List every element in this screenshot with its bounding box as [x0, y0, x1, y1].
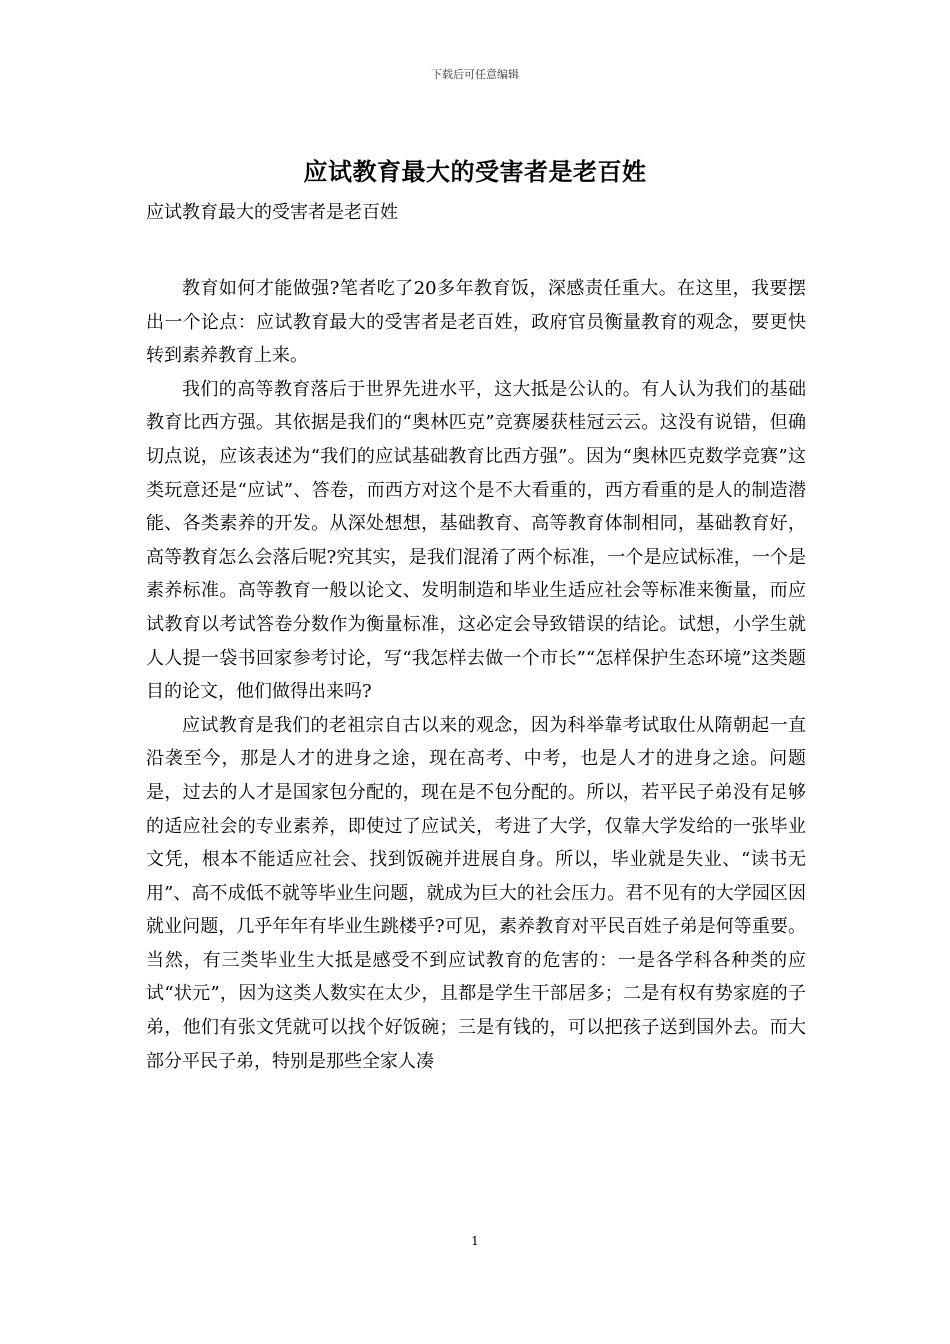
page-number: 1	[471, 1234, 479, 1248]
paragraph-3: 应试教育是我们的老祖宗自古以来的观念，因为科举靠考试取仕从隋朝起一直沿袭至今，那是人才的进身之途，现在高考、中考，也是人才的进身之途。问题是，过去的人才是国家包分配的，现在是不包分配的。所以，若平民子弟没有足够的适应社会的专业素养，即使过了应试关，考进了大学，仅靠大学发给的一张毕业文凭，根本不能适应社会、找到饭碗并进展自身。所以，毕业就是失业、“读书无用”、高不成低不就等毕业生问题，就成为巨大的社会压力。君不见有的大学园区因就业问题，几乎年年有毕业生跳楼乎?可见，素养教育对平民百姓子弟是何等重要。当然，有三类毕业生大抵是感受不到应试教育的危害的：一是各学科各种类的应试“状元”，因为这类人数实在太少，且都是学生干部居多；二是有权有势家庭的子弟，他们有张文凭就可以找个好饭碗；三是有钱的，可以把孩子送到国外去。而大部分平民子弟，特别是那些全家人凑	[146, 714, 806, 1072]
document-body	[146, 272, 806, 1078]
document-subtitle: 应试教育最大的受害者是老百姓	[146, 202, 398, 223]
paragraph-2: 我们的高等教育落后于世界先进水平，这大抵是公认的。有人认为我们的基础教育比西方强。其依据是我们的“奥林匹克”竞赛屡获桂冠云云。这没有说错，但确切点说，应该表述为“我们的应试基础教育比西方强”。因为“奥林匹克数学竞赛”这类玩意还是“应试”、答卷，而西方对这个是不大看重的，西方看重的是人的制造潜能、各类素养的开发。从深处想想，基础教育、高等教育体制相同，基础教育好，高等教育怎么会落后呢?究其实，是我们混淆了两个标准，一个是应试标准，一个是素养标准。高等教育一般以论文、发明制造和毕业生适应社会等标准来衡量，而应试教育以考试答卷分数作为衡量标准，这必定会导致错误的结论。试想，小学生就人人提一袋书回家参考讨论，写“我怎样去做一个市长”“怎样保护生态环境”这类题目的论文，他们做得出来吗?	[146, 378, 806, 703]
document-title: 应试教育最大的受害者是老百姓	[303, 157, 647, 186]
paragraph-1: 教育如何才能做强?笔者吃了20多年教育饭，深感责任重大。在这里，我要摆出一个论点：应试教育最大的受害者是老百姓，政府官员衡量教育的观念，要更快转到素养教育上来。	[146, 278, 806, 367]
header-note: 下载后可任意编辑	[431, 68, 519, 81]
